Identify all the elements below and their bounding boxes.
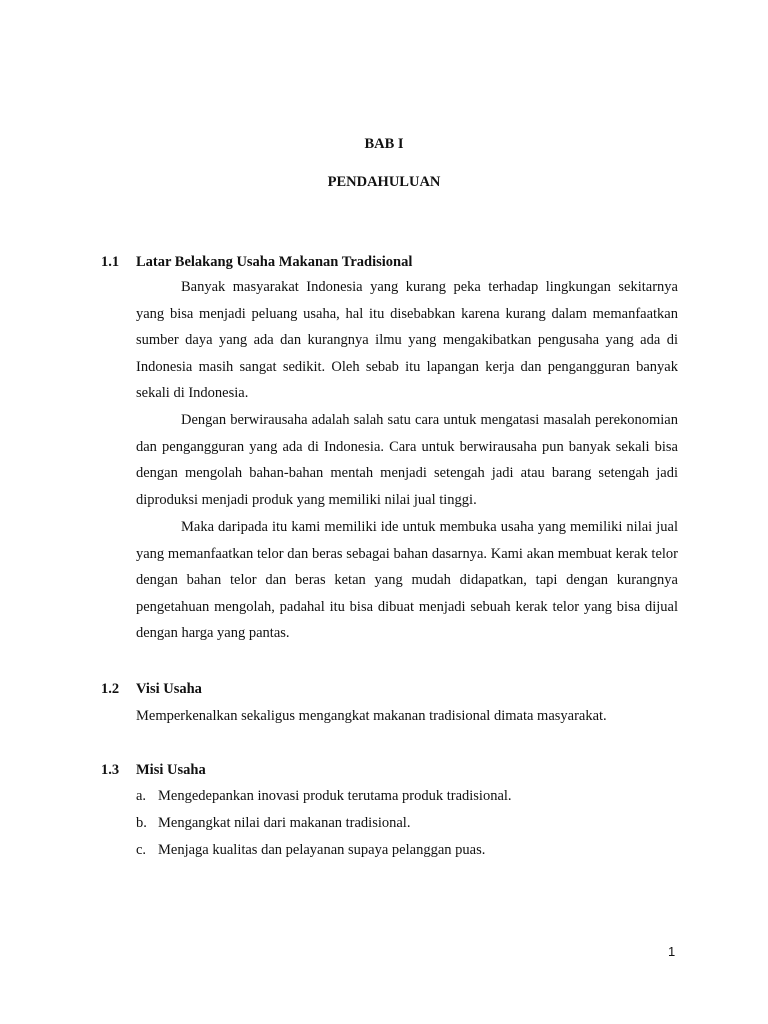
section-heading-1-2 <box>101 680 701 698</box>
section-number: 1.2 <box>101 681 120 697</box>
paragraph-1: Banyak masyarakat Indonesia yang kurang peka terhadap lingkungan sekitarnya yang bisa menjadi peluang usaha, hal itu disebabkan karena kurang dalam memanfaatkan sumber daya yang ada dan kurangnya ilmu yang mengakibatkan pengusaha yang ada di Indonesia masih sangat sedikit. Oleh sebab itu lapangan kerja dan pengangguran banyak sekali di Indonesia. <box>136 279 678 402</box>
chapter-label: BAB I <box>364 136 404 152</box>
paragraph-2: Dengan berwirausaha adalah salah satu cara untuk mengatasi masalah perekonomian dan pengangguran yang ada di Indonesia. Cara untuk berwirausaha pun banyak sekali bisa dengan mengolah bahan-bahan mentah menjadi setengah jadi atau barang setengah jadi diproduksi menjadi produk yang memiliki nilai jual tinggi. <box>136 412 678 508</box>
section-title: Latar Belakang Usaha Makanan Tradisional <box>136 254 413 270</box>
list-item <box>136 841 696 859</box>
list-item-text: Mengedepankan inovasi produk terutama produk tradisional. <box>158 788 512 804</box>
list-item <box>136 787 696 805</box>
chapter-title: PENDAHULUAN <box>327 174 441 190</box>
section-title: Visi Usaha <box>136 681 202 697</box>
list-marker: a. <box>136 788 147 804</box>
page-number: 1 <box>668 944 676 959</box>
list-item-text: Menjaga kualitas dan pelayanan supaya pelanggan puas. <box>158 842 486 858</box>
list-item <box>136 814 696 832</box>
paragraph-3: Maka daripada itu kami memiliki ide untuk membuka usaha yang memiliki nilai jual yang memanfaatkan telor dan beras sebagai bahan dasarnya. Kami akan membuat kerak telor dengan bahan telor dan beras ketan yang mudah didapatkan, tapi dengan kurangnya pengetahuan mengolah, padahal itu bisa dibuat menjadi sebuah kerak telor yang bisa dijual dengan harga yang pantas. <box>136 519 678 642</box>
section-heading-1-3 <box>101 761 701 779</box>
section-number: 1.3 <box>101 762 120 778</box>
section-heading-1-1 <box>101 253 701 271</box>
section-number: 1.1 <box>101 254 120 270</box>
section-title: Misi Usaha <box>136 762 206 778</box>
list-marker: b. <box>136 815 147 831</box>
vision-text: Memperkenalkan sekaligus mengangkat makanan tradisional dimata masyarakat. <box>136 708 607 724</box>
list-item-text: Mengangkat nilai dari makanan tradisional. <box>158 815 411 831</box>
list-marker: c. <box>136 842 147 858</box>
